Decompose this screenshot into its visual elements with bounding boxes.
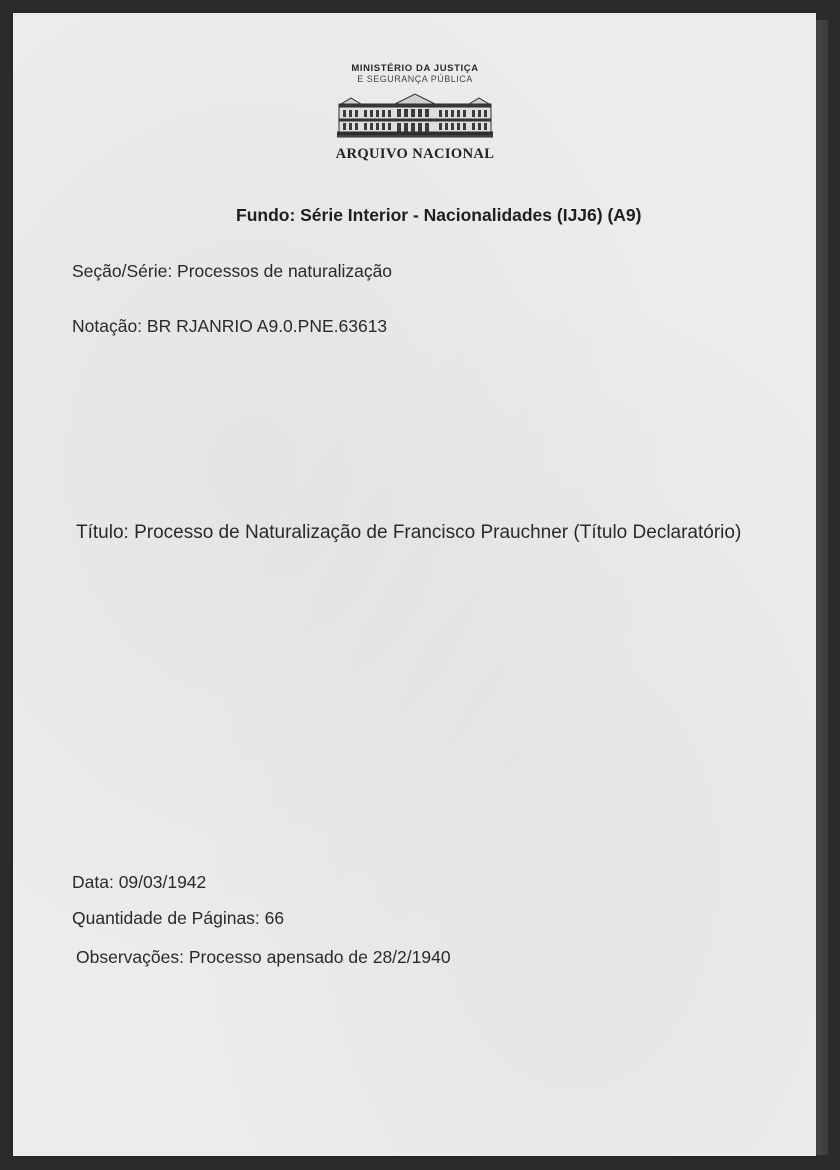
titulo-field: Título: Processo de Naturalização de Francisco Prauchner (Título Declaratório): [76, 522, 742, 543]
document-page: [13, 13, 816, 1156]
secao-serie-field: Seção/Série: Processos de naturalização: [72, 261, 393, 281]
quantidade-paginas-field: Quantidade de Páginas: 66: [72, 908, 285, 928]
page-edge-shadow: [816, 20, 828, 1155]
ministry-name: MINISTÉRIO DA JUSTIÇA: [351, 63, 479, 74]
archive-building-icon: [337, 92, 493, 138]
data-field: Data: 09/03/1942: [72, 872, 207, 892]
notacao-field: Notação: BR RJANRIO A9.0.PNE.63613: [72, 316, 388, 336]
observacoes-field: Observações: Processo apensado de 28/2/1940: [76, 947, 451, 967]
letterhead: [320, 63, 510, 163]
fundo-heading: Fundo: Série Interior - Nacionalidades (IJJ6) (A9): [236, 205, 642, 225]
secretariat-name: E SEGURANÇA PÚBLICA: [357, 74, 473, 84]
archive-name: ARQUIVO NACIONAL: [335, 146, 495, 162]
